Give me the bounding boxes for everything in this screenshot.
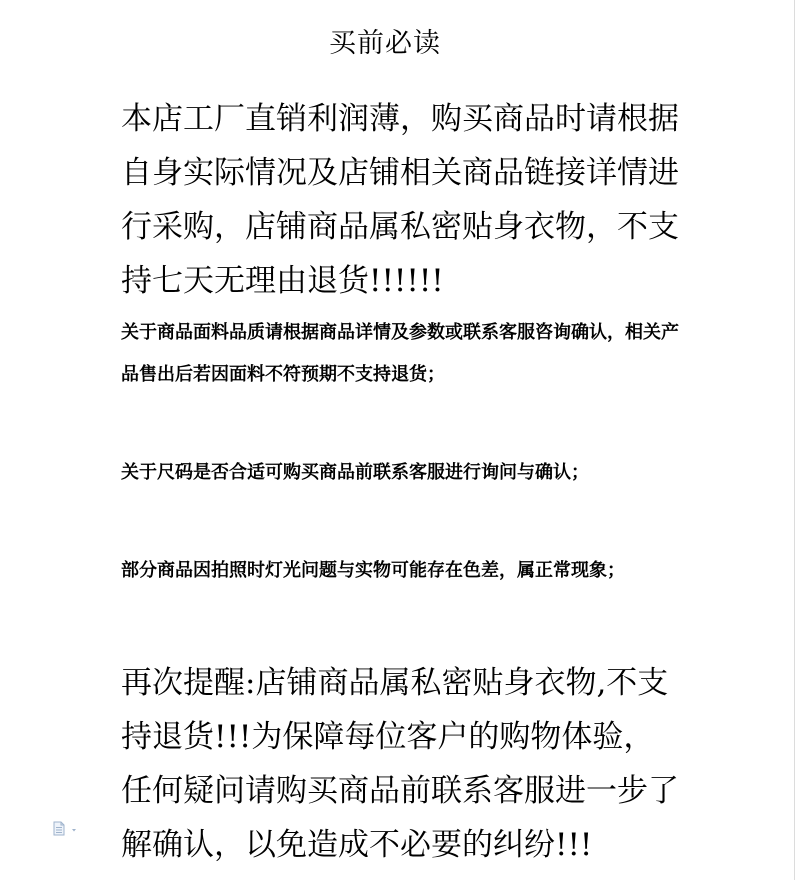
page-border	[794, 0, 795, 880]
notice-paragraph-fabric: 关于商品面料品质请根据商品详情及参数或联系客服咨询确认，相关产品售出后若因面料不符预期不支持退货；	[121, 322, 679, 385]
chevron-down-icon	[72, 829, 76, 832]
page-title: 买前必读	[329, 28, 441, 59]
notice-paragraph-reminder: 再次提醒:店铺商品属私密贴身衣物,不支持退货!!!为保障每位客户的购物体验，任何疑问请购买商品前联系客服进一步了解确认，以免造成不必要的纠纷!!!	[121, 665, 679, 863]
notice-paragraph-no-returns: 本店工厂直销利润薄，购买商品时请根据自身实际情况及店铺相关商品链接详情进行采购，店铺商品属私密贴身衣物，不支持七天无理由退货!!!!!!	[121, 101, 679, 299]
notice-paragraph-size: 关于尺码是否合适可购买商品前联系客服进行询问与确认；	[121, 462, 589, 483]
paste-options-button[interactable]	[53, 821, 81, 837]
document-icon	[53, 821, 81, 837]
notice-paragraph-color: 部分商品因拍照时灯光问题与实物可能存在色差，属正常现象；	[121, 560, 625, 581]
